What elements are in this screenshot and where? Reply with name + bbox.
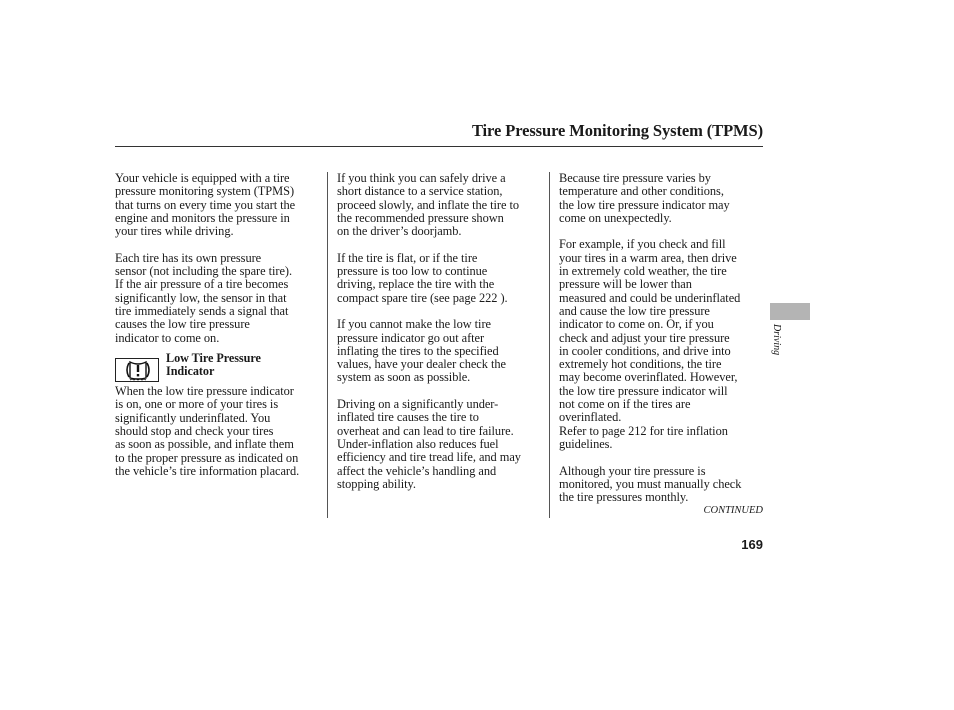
section-tab xyxy=(770,303,810,320)
col3-paragraph-2: For example, if you check and fill your tires in a warm area, then drive in extremely cold weather, the tire pressure will be lower than measured and could be underinflated and cause the low tire pressure indicator to come on. Or, if you check and adjust your tire pressure in cooler conditions, and drive into extremely hot conditions, the tire may become overinflated. However, the low tire pressure indicator will not come on if the tires are overinflated. xyxy=(559,237,741,425)
col2-paragraph-4: Driving on a significantly under- inflated tire causes the tire to overheat and can lead to tire failure. Under-inflation also reduces fuel efficiency and tire tread life, and may affect the vehicle’s handling and stopping ability. xyxy=(337,397,521,491)
page-title: Tire Pressure Monitoring System (TPMS) xyxy=(471,121,763,140)
column-1 xyxy=(115,172,325,478)
column-divider-1 xyxy=(327,172,328,518)
col1-paragraph-1: Your vehicle is equipped with a tire pressure monitoring system (TPMS) that turns on every time you start the engine and monitors the pressure in your tires while driving. xyxy=(115,171,296,239)
low-tire-pressure-indicator xyxy=(115,351,325,385)
column-divider-2 xyxy=(549,172,550,518)
col3-paragraph-1: Because tire pressure varies by temperature and other conditions, the low tire pressure indicator may come on unexpectedly. xyxy=(559,171,730,225)
section-label: Driving xyxy=(771,324,782,356)
continued-label: CONTINUED xyxy=(703,505,763,516)
column-3 xyxy=(559,172,765,504)
col2-paragraph-3: If you cannot make the low tire pressure indicator go out after inflating the tires to the specified values, have your dealer check the system as soon as possible. xyxy=(337,317,506,385)
column-2 xyxy=(337,172,542,491)
col2-paragraph-1: If you think you can safely drive a short distance to a service station, proceed slowly, and inflate the tire to the recommended pressure shown on the driver’s doorjamb. xyxy=(337,171,520,239)
indicator-label: Low Tire Pressure Indicator xyxy=(166,351,261,379)
col2-paragraph-2: If the tire is flat, or if the tire pressure is too low to continue driving, replace the tire with the compact spare tire (see page 222 ). xyxy=(337,250,508,305)
col1-paragraph-2: Each tire has its own pressure sensor (not including the spare tire). If the air pressure of a tire becomes significantly low, the sensor in that tire immediately sends a signal that causes the low tire pressure indicator to come on. xyxy=(115,250,293,345)
col3-paragraph-4: Although your tire pressure is monitored, you must manually check the tire pressures monthly. xyxy=(559,463,742,505)
tpms-warning-icon xyxy=(115,358,159,382)
col1-paragraph-3: When the low tire pressure indicator is on, one or more of your tires is significantly underinflated. You should stop and check your tires as soon as possible, and inflate them to the proper pressure as indicated on the vehicle’s tire information placard. xyxy=(115,384,300,478)
col3-paragraph-3: Refer to page 212 for tire inflation guidelines. xyxy=(559,423,728,451)
header-rule xyxy=(115,146,763,147)
page-number: 169 xyxy=(741,537,763,552)
